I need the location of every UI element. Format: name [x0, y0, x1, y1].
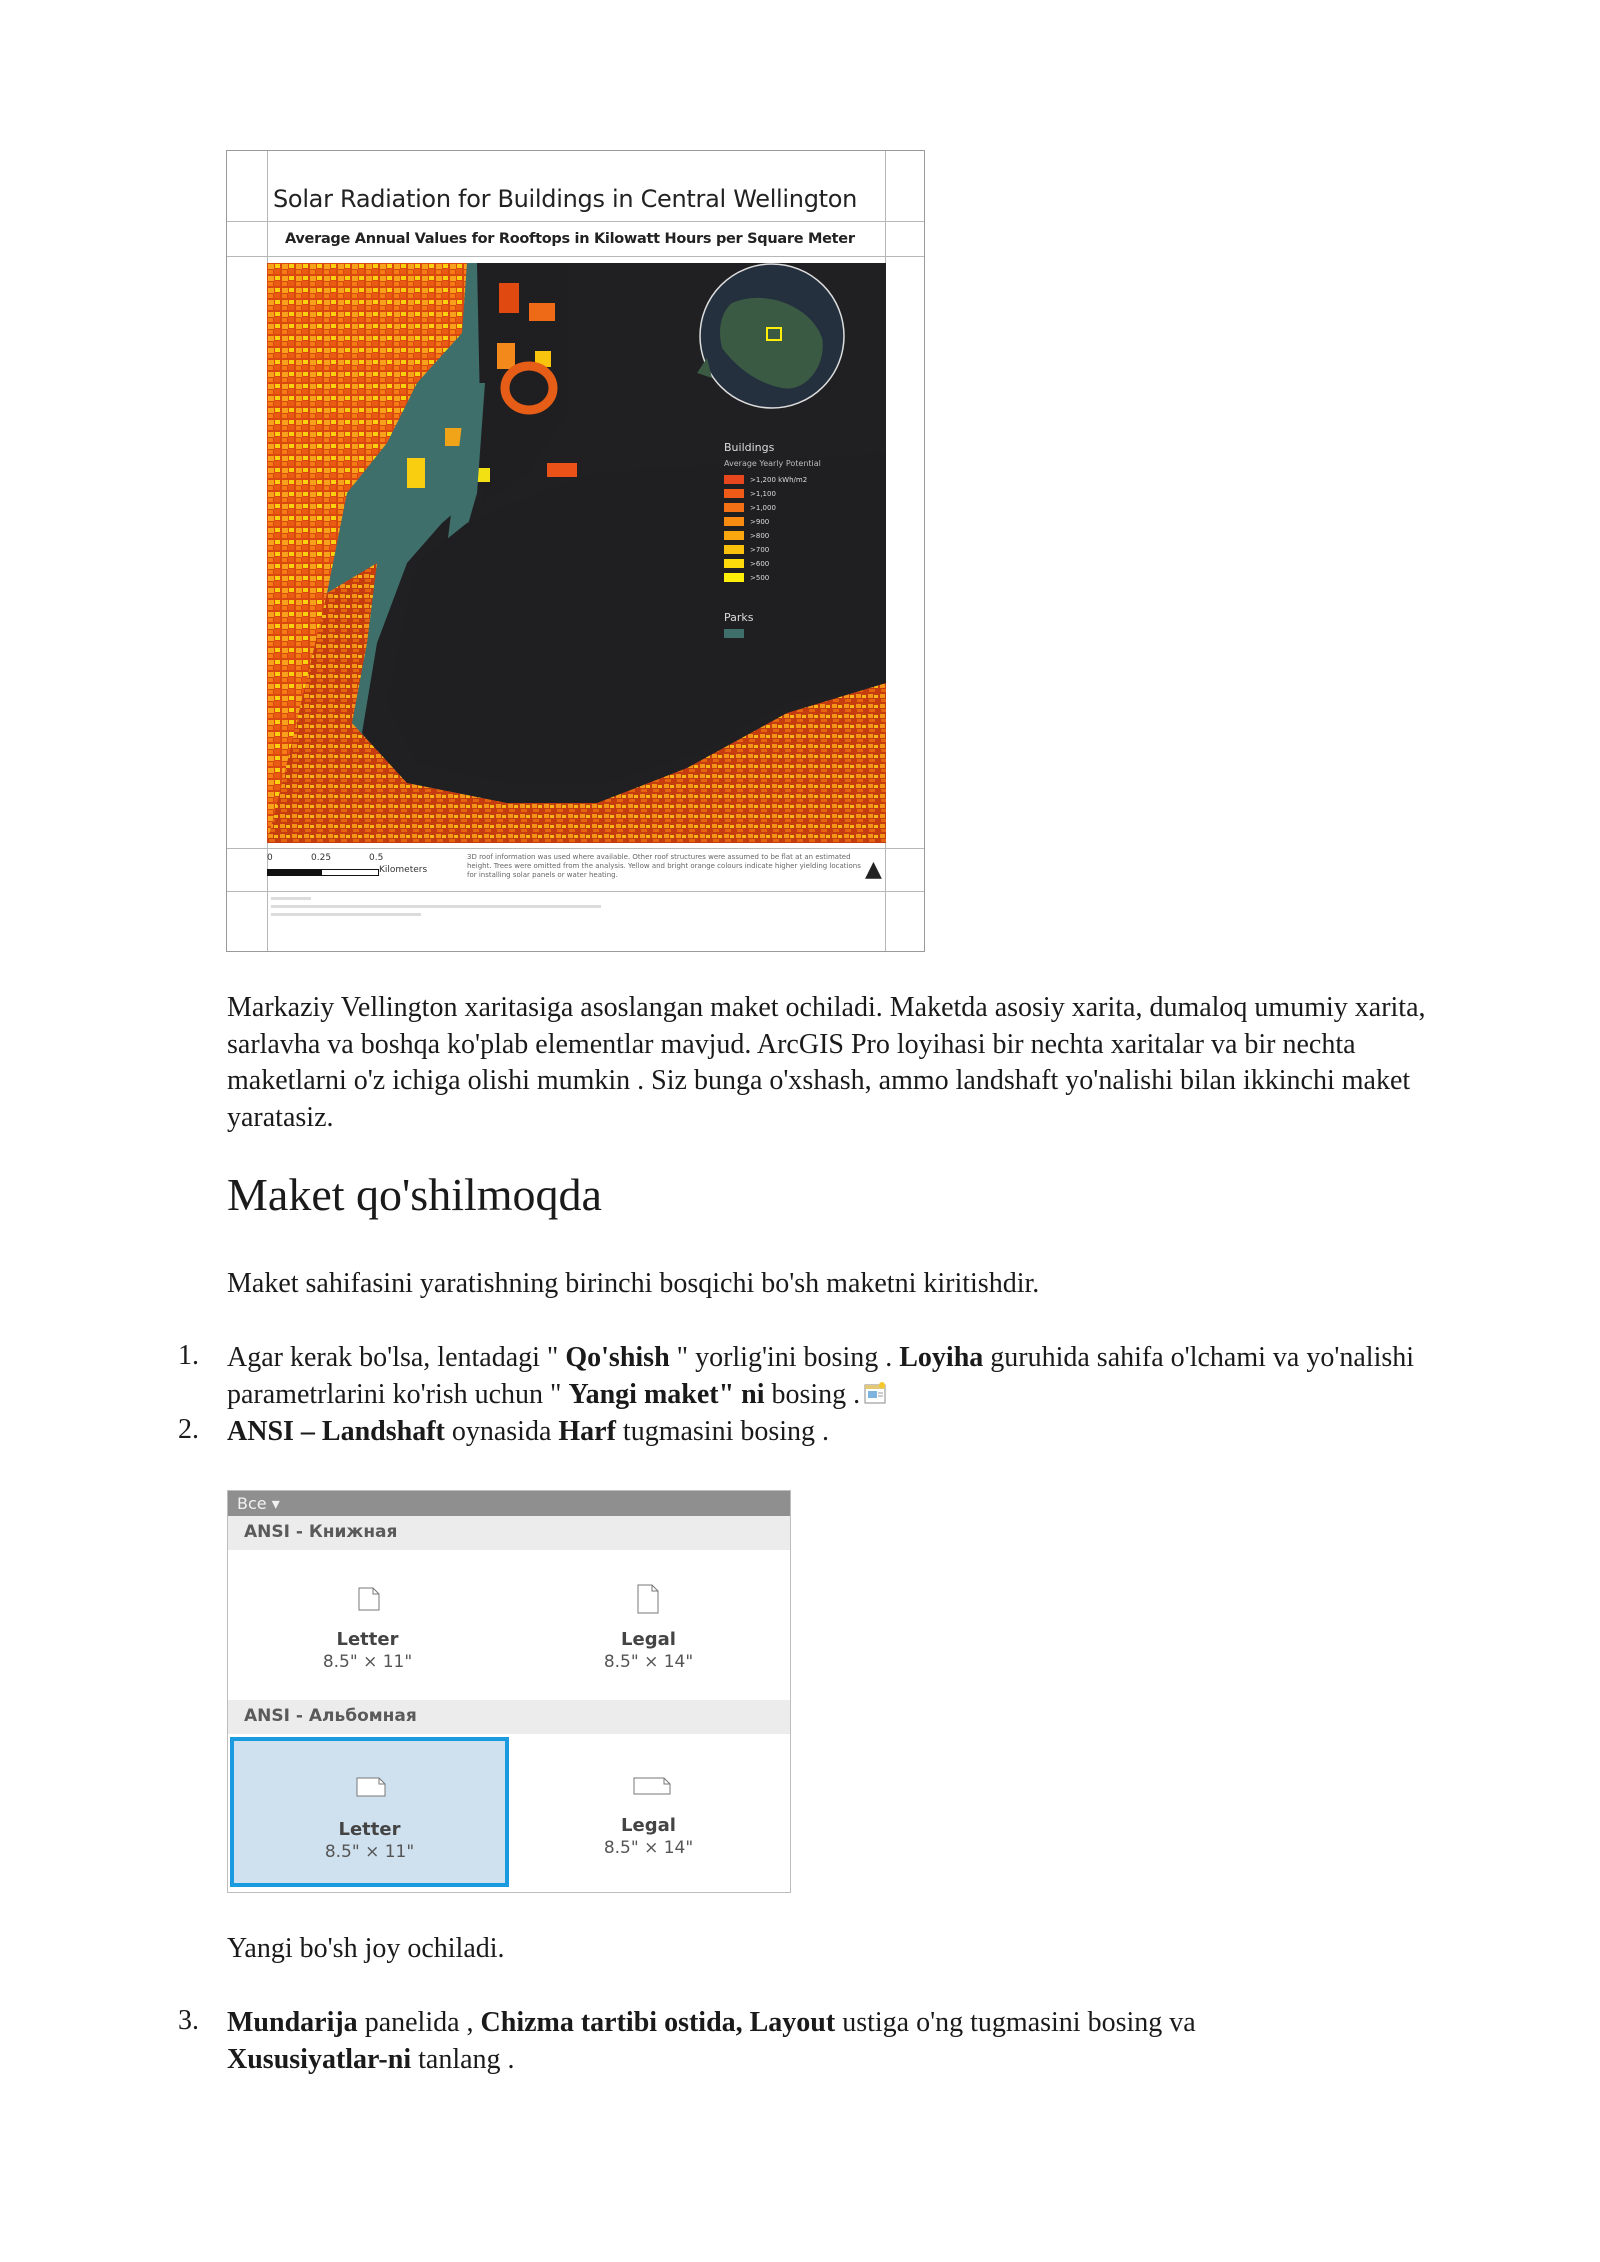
scale-tick-1: 0.25 — [311, 853, 332, 863]
letter-button-name: Harf — [558, 1416, 616, 1447]
step-3-number: 3. — [178, 2005, 199, 2036]
page-portrait-icon — [637, 1584, 659, 1614]
legend-item — [724, 557, 807, 570]
tile-size: 8.5" × 14" — [603, 1838, 694, 1858]
contents-pane-name: Mundarija — [227, 2007, 358, 2038]
step-2-text: ANSI – Landshaft oynasida Harf tugmasini bosing . — [227, 1416, 830, 1447]
legend-swatch — [724, 503, 744, 512]
properties-command-name: Xususiyatlar-ni — [227, 2043, 412, 2075]
scale-tick-0: 0 — [267, 853, 273, 863]
tile-landscape-legal[interactable] — [509, 1737, 788, 1887]
tile-name: Legal — [621, 1815, 676, 1836]
legend-label: >500 — [750, 573, 770, 582]
legend-parks-swatch — [724, 629, 744, 638]
tile-landscape-letter[interactable] — [230, 1737, 509, 1887]
north-arrow-icon: ▲ — [865, 857, 882, 882]
drawing-order-layout-name: Chizma tartibi ostida, Layout — [480, 2007, 836, 2038]
tile-name: Letter — [336, 1629, 399, 1650]
legend-label: >600 — [750, 559, 770, 568]
legend-list — [724, 473, 807, 585]
scale-unit: Kilometers — [379, 865, 428, 875]
legend-item — [724, 487, 807, 500]
legend-label: >800 — [750, 531, 770, 540]
new-layout-command: Yangi maket" ni — [568, 1378, 765, 1410]
scale-tick-2: 0.5 — [369, 853, 384, 863]
map-frame — [267, 263, 886, 843]
legend-item — [724, 473, 807, 486]
map-title: Solar Radiation for Buildings in Central Wellington — [273, 185, 858, 213]
legend-swatch — [724, 531, 744, 540]
legend-parks-label: Parks — [724, 611, 754, 624]
legend-subtitle: Average Yearly Potential — [724, 459, 821, 468]
new-layout-icon — [862, 1380, 888, 1406]
step-3-text: Mundarija panelida , Chizma tartibi ostida, Layout ustiga o'ng tugmasini bosing va Xususiyatlar-ni tanlang . — [227, 2007, 1196, 2075]
page-portrait-icon — [358, 1587, 380, 1611]
group-header-portrait — [228, 1516, 790, 1550]
legend-label: >900 — [750, 517, 770, 526]
legend-item — [724, 571, 807, 584]
legend-label: >1,200 kWh/m2 — [750, 475, 808, 484]
legend-swatch — [724, 573, 744, 582]
section-intro-paragraph: Maket sahifasini yaratishning birinchi bosqichi bo'sh maketni kiritishdir. — [227, 1268, 1040, 1299]
legend-item — [724, 501, 807, 514]
tile-portrait-legal[interactable] — [509, 1551, 788, 1701]
tile-size: 8.5" × 11" — [324, 1842, 415, 1862]
legend-swatch — [724, 475, 744, 484]
legend-label: >700 — [750, 545, 770, 554]
step-2-number: 2. — [178, 1414, 199, 1445]
page-size-gallery — [227, 1490, 791, 1893]
step-1-number: 1. — [178, 1340, 199, 1371]
insert-tab-name: Qo'shish — [565, 1342, 670, 1373]
tile-name: Letter — [338, 1819, 401, 1840]
section-heading: Maket qo'shilmoqda — [227, 1169, 602, 1220]
tile-portrait-letter[interactable] — [228, 1551, 507, 1701]
legend-label: >1,000 — [750, 503, 776, 512]
group-label-portrait: ANSI - Книжная — [244, 1522, 398, 1542]
map-note: 3D roof information was used where available. Other roof structures were assumed to be flat at an estimated height. Trees were omitted from the analysis. Yellow and bright orange colours indicate higher yielding locations for installing solar panels or water heating. — [467, 853, 861, 879]
scale-bar-row — [267, 851, 886, 891]
legend-swatch — [724, 545, 744, 554]
scale-bar — [267, 869, 379, 876]
legend-swatch — [724, 559, 744, 568]
map-subtitle: Average Annual Values for Rooftops in Kilowatt Hours per Square Meter — [285, 231, 855, 247]
legend-swatch — [724, 489, 744, 498]
intro-paragraph: Markaziy Vellington xaritasiga asoslangan maket ochiladi. Maketda asosiy xarita, dumaloq umumiy xarita, sarlavha va boshqa ko'plab elementlar mavjud. ArcGIS Pro loyihasi bir nechta xaritalar va bir nechta maketlarni o'z ichiga olishi mumkin . Siz bunga o'xshash, ammo landshaft yo'nalishi bilan ikkinchi maket yaratasiz. — [227, 992, 1426, 1133]
tile-size: 8.5" × 14" — [603, 1652, 694, 1672]
legend-title: Buildings — [724, 441, 775, 454]
legend-item — [724, 515, 807, 528]
group-label-landscape: ANSI - Альбомная — [244, 1706, 417, 1726]
gallery-toolbar — [228, 1491, 790, 1516]
filter-dropdown[interactable]: Все ▾ — [237, 1494, 280, 1513]
blank-layout-paragraph: Yangi bo'sh joy ochiladi. — [227, 1933, 505, 1964]
legend-swatch — [724, 517, 744, 526]
page-landscape-icon — [356, 1777, 386, 1797]
map-layout-figure — [226, 150, 925, 952]
page-landscape-icon — [633, 1777, 671, 1795]
step-1-text: Agar kerak bo'lsa, lentadagi " Qo'shish " yorlig'ini bosing . Loyiha guruhida sahifa o'lchami va yo'nalishi parametrlarini ko'rish uchun " Yangi maket" ni bosing . — [227, 1342, 1415, 1410]
legend-label: >1,100 — [750, 489, 776, 498]
group-header-landscape — [228, 1700, 790, 1734]
ansi-landscape-gallery-name: ANSI – Landshaft — [227, 1416, 445, 1447]
tile-name: Legal — [621, 1629, 676, 1650]
legend-item — [724, 529, 807, 542]
project-group-name: Loyiha — [899, 1342, 984, 1373]
tile-size: 8.5" × 11" — [322, 1652, 413, 1672]
legend-item — [724, 543, 807, 556]
